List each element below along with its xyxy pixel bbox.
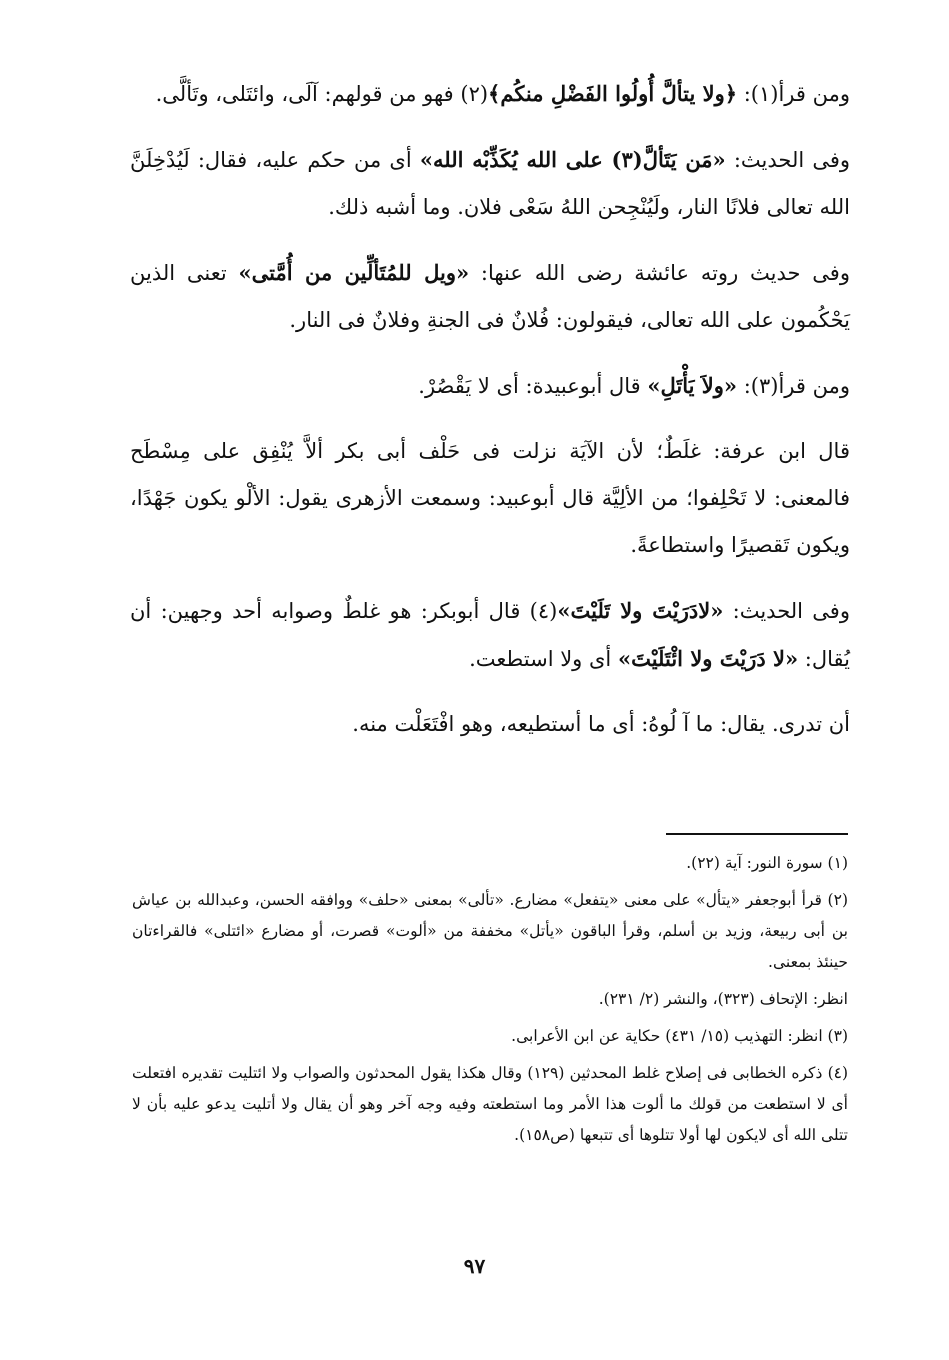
p4-explanation: قال أبوعبيدة: أى لا يَقْصُرْ. bbox=[418, 374, 648, 398]
footnote-1: (١) سورة النور: آية (٢٢). bbox=[686, 854, 848, 872]
footnote-4: (٤) ذكره الخطابى فى إصلاح غلط المحدثين (١٢٩) وقال هكذا يقول المحدثون والصواب ولا ائتليت تقديره افتعلت أى لا استطعت من قولك ما ألوت هذا الأمر وما استطعته وفيه وجه آخر وهو أن يقال ولا أتليت يدعو عليه بأن لا تتلى الله أى لايكون لها أولا تتلوها أى تتبعها (ص١٥٨). bbox=[132, 1064, 849, 1144]
paragraph-7: أن تدرى. يقال: ما آ لُوهُ: أى ما أستطيعه، وهو افْتَعَلْت منه. bbox=[352, 712, 850, 736]
paragraph-6 bbox=[130, 587, 850, 683]
paragraph-1 bbox=[130, 70, 850, 118]
footnotes bbox=[132, 848, 848, 1157]
p4-quran-quote: «ولاَ يَأْتَلِ» bbox=[647, 373, 738, 398]
p2-explanation: أى من حكم عليه، فقال: لَيُدْخِلَنَّ الله تعالى فلانًا النار، ولَيُنْجِحن اللهُ سَعْى فلان. وما أشبه ذلك. bbox=[130, 148, 850, 219]
p3-hadith-quote: «ويل للمُتَألِّين من أُمَّتى» bbox=[238, 260, 470, 285]
footnote-2-reference: انظر: الإتحاف (٣٢٣)، والنشر (٢/ ٢٣١). bbox=[598, 990, 848, 1008]
footnote-3: (٣) انظر: التهذيب (١٥/ ٤٣١) حكاية عن ابن الأعرابى. bbox=[511, 1027, 848, 1045]
p6-explanation: (٤) قال أبوبكر: هو غلطٌ وصوابه أحد وجهين: أن يُقال: bbox=[130, 599, 850, 671]
p6-intro: وفى الحديث: bbox=[723, 599, 850, 623]
main-text bbox=[130, 70, 850, 766]
p6-ending: أى ولا استطعت. bbox=[469, 647, 618, 671]
paragraph-2 bbox=[130, 136, 850, 231]
page-number: ٩٧ bbox=[463, 1254, 486, 1278]
p6-correct-form-quote: «لا دَرَيْتَ ولا ائْتَلَيْتَ» bbox=[617, 646, 799, 671]
paragraph-5: قال ابن عرفة: غلَطٌ؛ لأن الآيَة نزلت فى حَلْف أبى بكر ألاَّ يُنْفِق على مِسْطَح فالمعنى: لا تَحْلِفوا؛ من الألِيَّة قال أبوعبيد: وسمعت الأزهرى يقول: الألْو يكون جَهْدًا، ويكون تَقصيرًا واستطاعةً. bbox=[130, 439, 850, 557]
p4-intro: ومن قرأ(٣): bbox=[737, 374, 850, 398]
p1-intro: ومن قرأ(١): bbox=[737, 82, 850, 106]
p1-quran-quote: ﴿ولا يتألَّ أُولُوا الفَضْلِ منكُم﴾ bbox=[488, 81, 738, 106]
footnote-2: (٢) قرأ أبوجعفر «يتأل» على معنى «يتفعل» مضارع. «تألى» بمعنى «حلف» ووافقه الحسن، وعبدالله بن عياش بن أبى ربيعة، وزيد بن أسلم، وقرأ الباقون «يأتل» مخففة من «ألوت» قصرت، أو مضارع «ائتلى» فالقراءتان حينئذ بمعنى. bbox=[132, 891, 848, 971]
paragraph-3 bbox=[130, 249, 850, 344]
footnote-divider bbox=[666, 833, 848, 835]
paragraph-4 bbox=[130, 362, 850, 410]
p3-explanation: تعنى الذين يَحْكُمون على الله تعالى، فيقولون: فُلانٌ فى الجنةِ وفلانٌ فى النار. bbox=[130, 261, 850, 332]
p2-intro: وفى الحديث: bbox=[725, 148, 851, 172]
p3-intro: وفى حديث روته عائشة رضى الله عنها: bbox=[469, 261, 850, 285]
p1-explanation: (٢) فهو من قولهم: آلَى، وائتَلى، وتَألَّى. bbox=[155, 82, 489, 106]
p6-hadith-quote: «لادَرَيْتَ ولا تَلَيْتَ» bbox=[557, 598, 724, 623]
p2-hadith-quote: «مَن يَتَألَّ(٣) على الله يُكَذِّبْه الله» bbox=[419, 147, 726, 172]
